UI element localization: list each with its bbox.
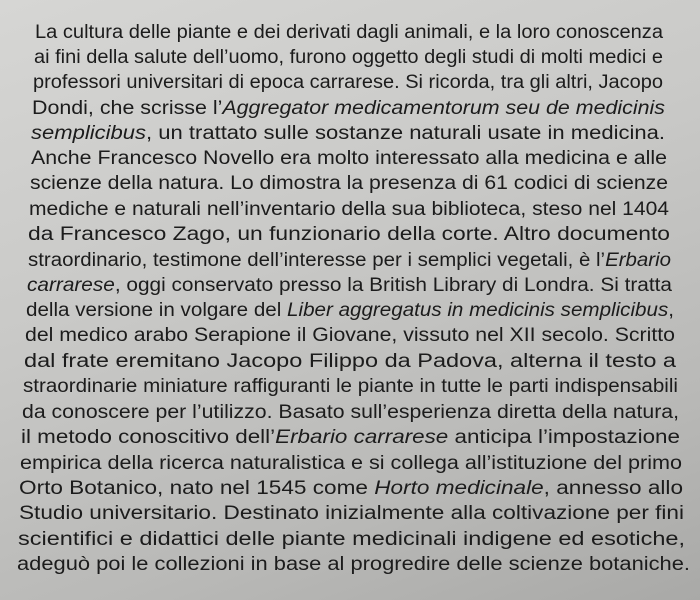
text-line-content — [18, 527, 685, 552]
text-line-content — [23, 374, 678, 399]
text-line-content — [19, 501, 684, 526]
text-line-content — [26, 298, 674, 323]
text-line — [32, 96, 665, 121]
text-segment: professori universitari di epoca carrarese. Si ricorda, tra gli altri, Jacopo — [33, 72, 663, 93]
text-line — [28, 222, 670, 247]
text-segment: il metodo conoscitivo dell’ — [21, 427, 276, 448]
text-line — [27, 273, 672, 298]
text-line — [21, 425, 680, 450]
text-line-content — [25, 323, 675, 348]
text-segment: scienze della natura. Lo dimostra la presenza di 61 codici di scienze — [30, 173, 668, 194]
text-line-content — [31, 146, 667, 171]
text-segment: , oggi conservato presso la British Library di Londra. Si tratta — [114, 275, 672, 296]
text-segment: empirica della ricerca naturalistica e si collega all’istituzione del primo — [20, 453, 682, 474]
italic-title-text: Aggregator medicamentorum seu de medicinis — [222, 98, 665, 119]
text-line — [33, 70, 663, 95]
text-line-content — [31, 121, 665, 146]
italic-title-text: carrarese — [27, 275, 115, 296]
text-line-content — [34, 45, 663, 70]
italic-title-text: Liber aggregatus in medicinis semplicibus — [287, 300, 669, 321]
text-line-content — [22, 400, 679, 425]
text-segment: scientifici e didattici delle piante medicinali indigene ed esotiche, — [18, 529, 685, 550]
text-line-content — [30, 171, 668, 196]
text-segment: adeguò poi le collezioni in base al progredire delle scienze botaniche. — [17, 554, 690, 575]
text-line — [30, 171, 668, 196]
text-segment: straordinarie miniature raffiguranti le piante in tutte le parti indispensabili — [23, 376, 678, 397]
text-line — [25, 323, 675, 348]
text-segment: Dondi, che scrisse l’ — [32, 98, 223, 119]
text-line — [22, 400, 680, 425]
text-segment: da Francesco Zago, un funzionario della corte. Altro documento — [28, 224, 670, 245]
text-segment: , un trattato sulle sostanze naturali usate in medicina. — [146, 123, 665, 144]
text-segment: Anche Francesco Novello era molto interessato alla medicina e alle — [31, 148, 667, 169]
text-segment: dal frate eremitano Jacopo Filippo da Padova, alterna il testo a — [24, 351, 676, 372]
text-segment: della versione in volgare del — [26, 300, 288, 321]
text-line-content — [17, 552, 690, 577]
text-line — [18, 527, 685, 552]
text-segment: , annesso allo — [543, 478, 683, 499]
text-line — [19, 476, 683, 501]
text-segment: ai fini della salute dell’uomo, furono oggetto degli studi di molti medici e — [34, 47, 663, 68]
text-line — [31, 121, 665, 146]
text-line — [23, 374, 678, 399]
text-line — [20, 451, 682, 476]
text-line-content — [29, 197, 669, 222]
text-line-content — [21, 425, 680, 450]
italic-title-text: semplicibus — [31, 123, 147, 144]
text-line — [34, 45, 663, 70]
text-segment: mediche e naturali nell’inventario della sua biblioteca, steso nel 1404 — [29, 199, 669, 220]
text-line-content — [35, 20, 663, 45]
text-line-content — [27, 273, 672, 298]
text-line-content — [32, 96, 665, 121]
text-segment: straordinario, testimone dell’interesse per i semplici vegetali, è l’ — [28, 250, 606, 271]
text-segment: , — [668, 300, 674, 321]
text-line — [17, 552, 690, 577]
text-line — [29, 197, 669, 222]
italic-title-text: Horto medicinale — [374, 478, 544, 499]
text-segment: La cultura delle piante e dei derivati dagli animali, e la loro conoscenza — [35, 22, 663, 43]
text-line — [26, 298, 674, 323]
text-line — [31, 146, 667, 171]
text-line-content — [28, 248, 671, 273]
text-segment: Studio universitario. Destinato inizialmente alla coltivazione per fini — [19, 503, 684, 524]
text-line-content — [33, 70, 663, 95]
text-segment: Orto Botanico, nato nel 1545 come — [19, 478, 375, 499]
text-line — [28, 248, 671, 273]
italic-title-text: Erbario carrarese — [275, 427, 449, 448]
text-segment: da conoscere per l’utilizzo. Basato sull’esperienza diretta della natura, — [22, 402, 680, 423]
text-line — [35, 20, 663, 45]
italic-title-text: Erbario — [605, 250, 671, 271]
text-segment: anticipa l’impostazione — [448, 427, 680, 448]
text-line — [24, 349, 676, 374]
text-segment: del medico arabo Serapione il Giovane, vissuto nel XII secolo. Scritto — [25, 325, 675, 346]
text-line-content — [20, 451, 682, 476]
text-line — [19, 501, 684, 526]
text-line-content — [28, 222, 670, 247]
text-line-content — [24, 349, 676, 374]
text-line-content — [19, 476, 683, 501]
